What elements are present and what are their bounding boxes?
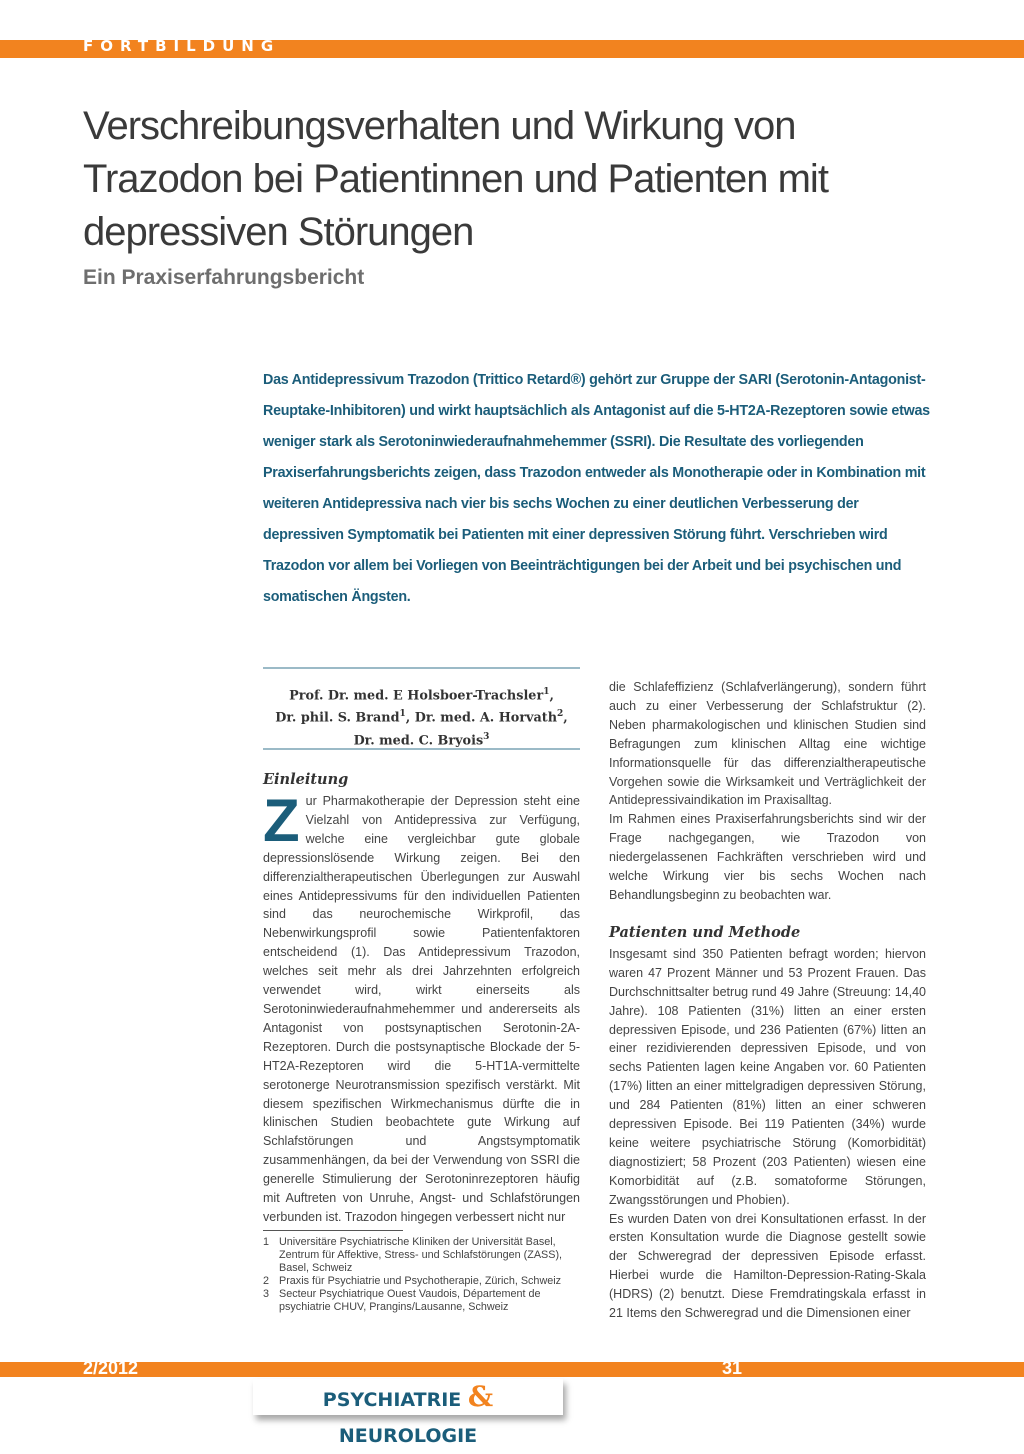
footnote-divider [263,1230,403,1231]
footnotes [263,1236,580,1314]
footnote-text: Universitäre Psychiatrische Kliniken der Universität Basel, Zentrum für Affektive, Stress- und Schlafstörungen (ZASS), Basel, Schweiz [279,1236,563,1274]
footnote-text: Secteur Psychiatrique Ouest Vaudois, Département de psychiatrie CHUV, Prangins/Lausanne, Schweiz [279,1288,541,1313]
section-heading-methods: Patienten und Methode [609,923,801,941]
footnote [263,1236,580,1275]
body-paragraph: Es wurden Daten von drei Konsultationen erfasst. In der ersten Konsultation wurde die Diagnose gestellt sowie der Schweregrad der depressiven Episode erfasst. Hierbei wurde die Hamilton-Depression-Rating-Skala (HDRS) (2) benutzt. Diese Fremdratingskala erfasst in 21 Items den Schweregrad und die Dimensionen einer [609,1211,926,1321]
section-label: FORTBILDUNG [83,37,281,55]
footnote-text: Praxis für Psychiatrie und Psychotherapie, Zürich, Schweiz [279,1275,562,1287]
journal-ampersand: & [467,1380,494,1413]
article-subtitle: Ein Praxiserfahrungsbericht [83,266,365,289]
author-affiliation-ref: 1 [543,687,550,697]
author-separator: , [405,710,411,726]
author-affiliation-ref: 3 [483,731,490,742]
article-title: Verschreibungsverhalten und Wirkung von Trazodon bei Patientinnen und Patienten mit depressiven Störungen [83,104,828,254]
section-heading-introduction: Einleitung [263,771,349,788]
body-paragraph: die Schlafeffizienz (Schlafverlängerung), sondern führt auch zu einer Verbesserung der Schlafstruktur (2). Neben pharmakologischen und klinischen Studien sind Befragungen zum klinischen Alltag eine wichtige Informationsquelle für das differenzialtherapeutische Vorgehen sowie die Wirksamkeit und Verträglichkeit der Antidepressivaindikation im Praxisalltag. [609,680,926,808]
footnote-number: 1 [263,1236,270,1248]
issue-number: 2/2012 [83,1358,139,1378]
body-paragraph: Insgesamt sind 350 Patienten befragt worden; hiervon waren 47 Prozent Männer und 53 Prozent Frauen. Das Durchschnittsalter betrug rund 49 Jahre (Streuung: 14,40 Jahre). 108 Patienten (31%) litten an einer ersten depressiven Episode, und 236 Patienten (67%) litten an einer rezidivierenden depressiven Episode, und von sechs Patienten lagen keine Angaben vor. 60 Patienten (17%) litten an einer mittelgradigen depressiven Störung, und 284 Patienten (81%) litten an einer schweren depressiven Episode. Bei 119 Patienten (34%) wurde keine weitere psychiatrische Störung (Komorbidität) diagnostiziert; 58 Prozent (203 Patienten) wiesen eine Komorbidität auf (z.B. somatoforme Störungen, Zwangsstörungen und Phobien). [609,946,926,1207]
footer-bar [0,1362,1024,1377]
footnote [263,1288,580,1314]
abstract: Das Antidepressivum Trazodon (Trittico Retard®) gehört zur Gruppe der SARI (Serotonin-Antagonist-Reuptake-Inhibitoren) und wirkt hauptsächlich als Antagonist auf die 5-HT2A-Rezeptoren sowie etwas weniger stark als Serotoninwiederaufnahmehemmer (SSRI). Die Resultate des vorliegenden Praxiserfahrungsberichts zeigen, dass Trazodon entweder als Monotherapie oder in Kombination mit weiteren Antidepressiva nach vier bis sechs Wochen zu einer deutlichen Verbesserung der depressiven Symptomatik bei Patienten mit einer depressiven Störung führt. Verschrieben wird Trazodon vor allem bei Vorliegen von Beeinträchtigungen bei der Arbeit und bei psychischen und somatischen Ängsten. [263,372,930,605]
introduction-text: ur Pharmakotherapie der Depression steht eine Vielzahl von Antidepressiva zur Verfügung, welche eine vergleichbar gute globale depressionslösende Wirkung zeigen. Bei den differenzialtherapeutischen Überlegungen zur Auswahl eines Antidepressivums für den individuellen Patienten sind das neurochemische Wirkprofil, das Nebenwirkungsprofil sowie Patientenfaktoren entscheidend (1). Das Antidepressivum Trazodon, welches seit mehr als drei Jahrzehnten erfolgreich verwendet wird, wirkt einerseits als Serotoninwiederaufnahmehemmer und andererseits als Antagonist von postsynaptischen Serotonin-2A-Rezeptoren. Durch die postsynaptische Blockade der 5-HT2A-Rezeptoren wird die 5-HT1A-vermittelte serotonerge Neurotransmission spezifisch verstärkt. Mit diesem spezifischen Wirkmechanismus dürfte die in klinischen Studien beobachtete gute Wirkung auf Schlafstörungen und Angstsymptomatik zusammenhängen, da bei der Verwendung von SSRI die generelle Stimulierung der Serotoninrezeptoren häufig mit Auftreten von Unruhe, Angst- und Schlafstörungen verbunden ist. Trazodon hingegen verbessert nicht nur [263,794,580,1224]
column-left [263,770,580,1227]
footnote-number: 2 [263,1275,270,1287]
author-affiliation-ref: 2 [557,709,564,720]
author-separator: , [563,710,568,726]
author-name: Dr. phil. S. Brand [275,710,400,726]
page-number: 31 [722,1358,743,1378]
authors-box [263,667,580,750]
body-paragraph: Im Rahmen eines Praxiserfahrungsberichts sind wir der Frage nachgegangen, wie Trazodon von niedergelassenen Fachkräften verschrieben wird und welche Wirkung vier bis sechs Wochen nach Behandlungsbeginn zu beobachten war. [609,812,926,902]
column-right [609,678,926,1323]
author-name: Prof. Dr. med. E Holsboer-Trachsler [289,688,544,704]
journal-logo [253,1379,563,1447]
author-name: Dr. med. C. Bryois [353,732,484,748]
author-name: Dr. med. A. Horvath [414,710,557,726]
journal-name-right: NEUROLOGIE [338,1425,478,1447]
author-affiliation-ref: 1 [399,709,406,720]
author-list [263,683,580,750]
footnote-number: 3 [263,1288,270,1300]
author-separator: , [549,688,554,704]
drop-cap: Z [263,787,300,854]
journal-name-left: PSYCHIATRIE [322,1389,462,1411]
footnote [263,1275,580,1288]
introduction-paragraph [263,787,580,1227]
